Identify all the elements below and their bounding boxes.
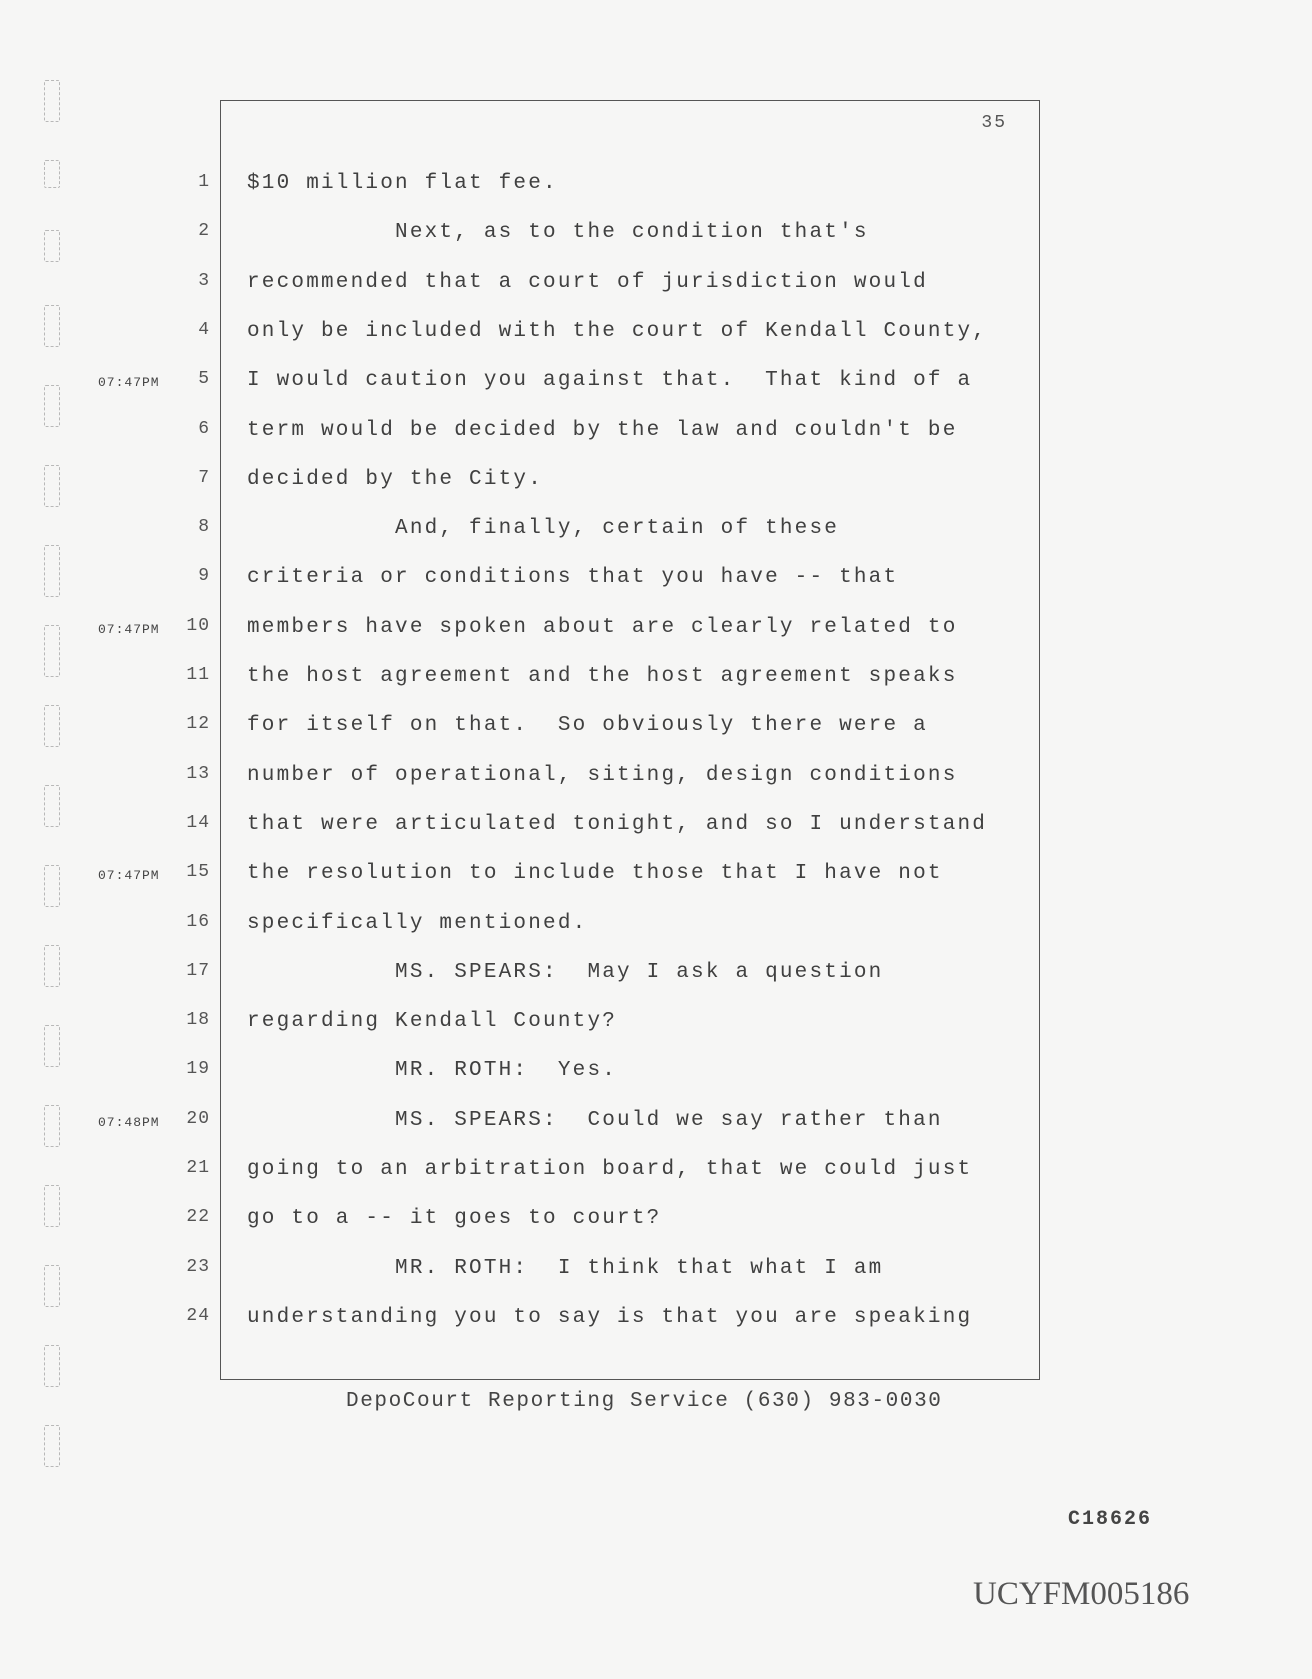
line-text: recommended that a court of jurisdiction would [247,270,928,294]
transcript-line [0,616,1312,646]
line-number: 6 [198,418,210,439]
line-number: 5 [198,369,210,390]
transcript-line [0,221,1312,251]
line-number: 4 [198,319,210,340]
bates-number: UCYFM005186 [973,1576,1190,1612]
transcript-line [0,961,1312,991]
line-text: criteria or conditions that you have -- that [247,566,899,590]
line-text: the host agreement and the host agreement speaks [247,665,958,688]
transcript-line [0,1010,1312,1040]
page-number: 35 [981,113,1007,133]
line-number: 13 [186,763,210,784]
line-text: for itself on that. So obviously there were a [247,714,928,738]
line-text: And, finally, certain of these [247,517,840,541]
line-number: 3 [198,270,210,291]
transcript-line [0,764,1312,794]
transcript-line [0,1207,1312,1237]
line-text: MR. ROTH: Yes. [247,1059,618,1083]
line-text: members have spoken about are clearly related to [247,615,958,639]
transcript-line [0,271,1312,301]
line-number: 12 [186,714,210,735]
transcript-line [0,1306,1312,1336]
document-id: C18626 [1068,1508,1153,1531]
line-number: 11 [186,665,210,685]
line-timestamp: 07:47PM [98,375,160,391]
line-text: that were articulated tonight, and so I understand [247,812,988,836]
line-number: 18 [186,1010,210,1031]
line-text: only be included with the court of Kendall County, [247,319,988,343]
line-text: the resolution to include those that I have not [247,862,943,886]
transcript-line [0,1257,1312,1287]
transcript-line [0,1109,1312,1139]
line-number: 20 [186,1108,210,1129]
line-text: Next, as to the condition that's [247,221,869,245]
line-text: go to a -- it goes to court? [247,1207,662,1231]
line-number: 14 [186,812,210,833]
line-number: 8 [198,517,210,538]
transcript-line [0,912,1312,942]
transcript-line [0,419,1312,449]
transcript-line [0,517,1312,547]
line-text: I would caution you against that. That kind of a [247,369,973,393]
line-text: term would be decided by the law and couldn't be [247,418,958,442]
transcript-line [0,172,1312,202]
line-number: 15 [186,862,210,883]
line-number: 16 [186,911,210,932]
line-number: 22 [186,1207,210,1228]
line-number: 23 [186,1256,210,1277]
line-number: 21 [186,1158,210,1178]
transcript-line [0,665,1312,695]
line-text: understanding you to say is that you are speaking [247,1305,973,1329]
line-number: 2 [198,221,210,242]
line-number: 1 [198,172,210,192]
line-text: MR. ROTH: I think that what I am [247,1256,884,1280]
reporter-footer: DepoCourt Reporting Service (630) 983-0030 [346,1390,943,1413]
transcript-line [0,813,1312,843]
line-number: 24 [186,1305,210,1326]
line-text: $10 million flat fee. [247,172,558,195]
transcript-line [0,566,1312,596]
transcript-line [0,1158,1312,1188]
transcript-line [0,1059,1312,1089]
transcript-line [0,714,1312,744]
line-text: MS. SPEARS: May I ask a question [247,960,884,984]
line-text: decided by the City. [247,467,544,491]
line-timestamp: 07:48PM [98,1114,160,1130]
line-number: 7 [198,467,210,488]
transcript-line [0,320,1312,350]
line-text: specifically mentioned. [247,911,588,935]
transcript-line [0,468,1312,498]
line-text: MS. SPEARS: Could we say rather than [247,1108,943,1132]
line-timestamp: 07:47PM [98,868,160,884]
transcript-line [0,369,1312,399]
transcript-line [0,862,1312,892]
line-text: regarding Kendall County? [247,1010,618,1034]
line-number: 19 [186,1059,210,1080]
line-number: 17 [186,960,210,981]
line-number: 10 [186,615,210,636]
line-number: 9 [198,566,210,587]
line-text: number of operational, siting, design conditions [247,763,958,787]
line-text: going to an arbitration board, that we could just [247,1158,973,1181]
line-timestamp: 07:47PM [98,621,160,637]
